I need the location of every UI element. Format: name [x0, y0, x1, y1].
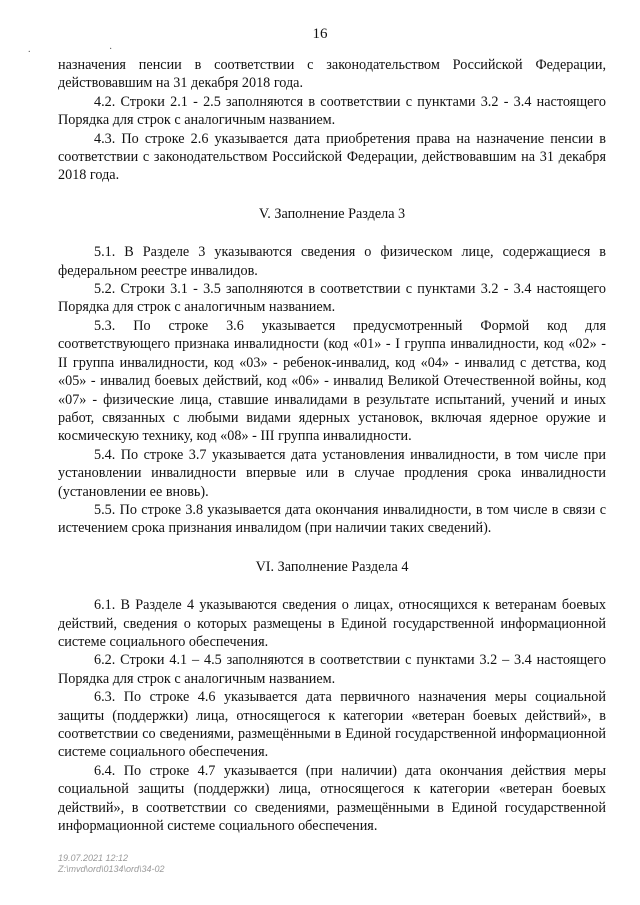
- paragraph-6-4: 6.4. По строке 4.7 указывается (при наличии) дата окончания действия меры социальной защиты (поддержки) лица, относящегося к категории «ветеран боевых действий», в соответствии со сведениями, размещёнными в Единой государственной информационной системе социального обеспечения.: [58, 762, 606, 835]
- paragraph-6-1: 6.1. В Разделе 4 указываются сведения о лицах, относящихся к ветеранам боевых действий, сведения о которых размещены в Единой государственной информационной системе социального обеспечения.: [58, 597, 606, 650]
- footer-file-path: Z:\mvd\ord\0134\ord\34-02: [58, 864, 165, 874]
- footer-timestamp: 19.07.2021 12:12: [58, 853, 129, 863]
- document-body: [58, 56, 606, 835]
- document-footer: [58, 853, 165, 875]
- scan-marks: . ·: [28, 44, 151, 55]
- page-number: 16: [312, 26, 328, 42]
- section-5-heading: V. Заполнение Раздела 3: [258, 205, 406, 222]
- paragraph-5-1: 5.1. В Разделе 3 указываются сведения о физическом лице, содержащиеся в федеральном реестре инвалидов.: [58, 244, 606, 279]
- paragraph-6-2: 6.2. Строки 4.1 – 4.5 заполняются в соответствии с пунктами 3.2 – 3.4 настоящего Порядка для строк с аналогичным названием.: [58, 652, 606, 687]
- paragraph-4-3: 4.3. По строке 2.6 указывается дата приобретения права на назначение пенсии в соответствии с законодательством Российской Федерации, действовавшим на 31 декабря 2018 года.: [58, 130, 606, 184]
- paragraph-5-3: 5.3. По строке 3.6 указывается предусмотренный Формой код для соответствующего признака инвалидности (код «01» - I группа инвалидности, код «02» - II группа инвалидности, код «03» - ребенок-инвалид, код «04» - инвалид с детства, код «05» - инвалид боевых действий, код «06» - инвалид Великой Отечественной войны, код «07» - физические лица, ставшие инвалидами в результате испытаний, учений и иных работ, связанных с любыми видами ядерных установок, включая ядерное оружие и космическую технику, код «08» - III группа инвалидности.: [58, 317, 606, 445]
- paragraph-continuation: назначения пенсии в соответствии с законодательством Российской Федерации, действовавшим на 31 декабря 2018 года.: [58, 57, 606, 92]
- paragraph-5-5: 5.5. По строке 3.8 указывается дата окончания инвалидности, в том числе в связи с истечением срока признания инвалидом (при наличии таких сведений).: [58, 501, 606, 537]
- paragraph-4-2: 4.2. Строки 2.1 - 2.5 заполняются в соответствии с пунктами 3.2 - 3.4 настоящего Порядка для строк с аналогичным названием.: [58, 93, 606, 129]
- paragraph-5-4: 5.4. По строке 3.7 указывается дата установления инвалидности, в том числе при установлении инвалидности впервые или в случае продления срока инвалидности (установлении ее вновь).: [58, 446, 606, 500]
- paragraph-6-3: 6.3. По строке 4.6 указывается дата первичного назначения меры социальной защиты (поддержки) лица, относящегося к категории «ветеран боевых действий», в соответствии со сведениями, размещёнными в Единой государственной информационной системе социального обеспечения.: [58, 689, 606, 761]
- section-6-heading: VI. Заполнение Раздела 4: [255, 558, 409, 575]
- paragraph-5-2: 5.2. Строки 3.1 - 3.5 заполняются в соответствии с пунктами 3.2 - 3.4 настоящего Порядка для строк с аналогичным названием.: [58, 281, 606, 316]
